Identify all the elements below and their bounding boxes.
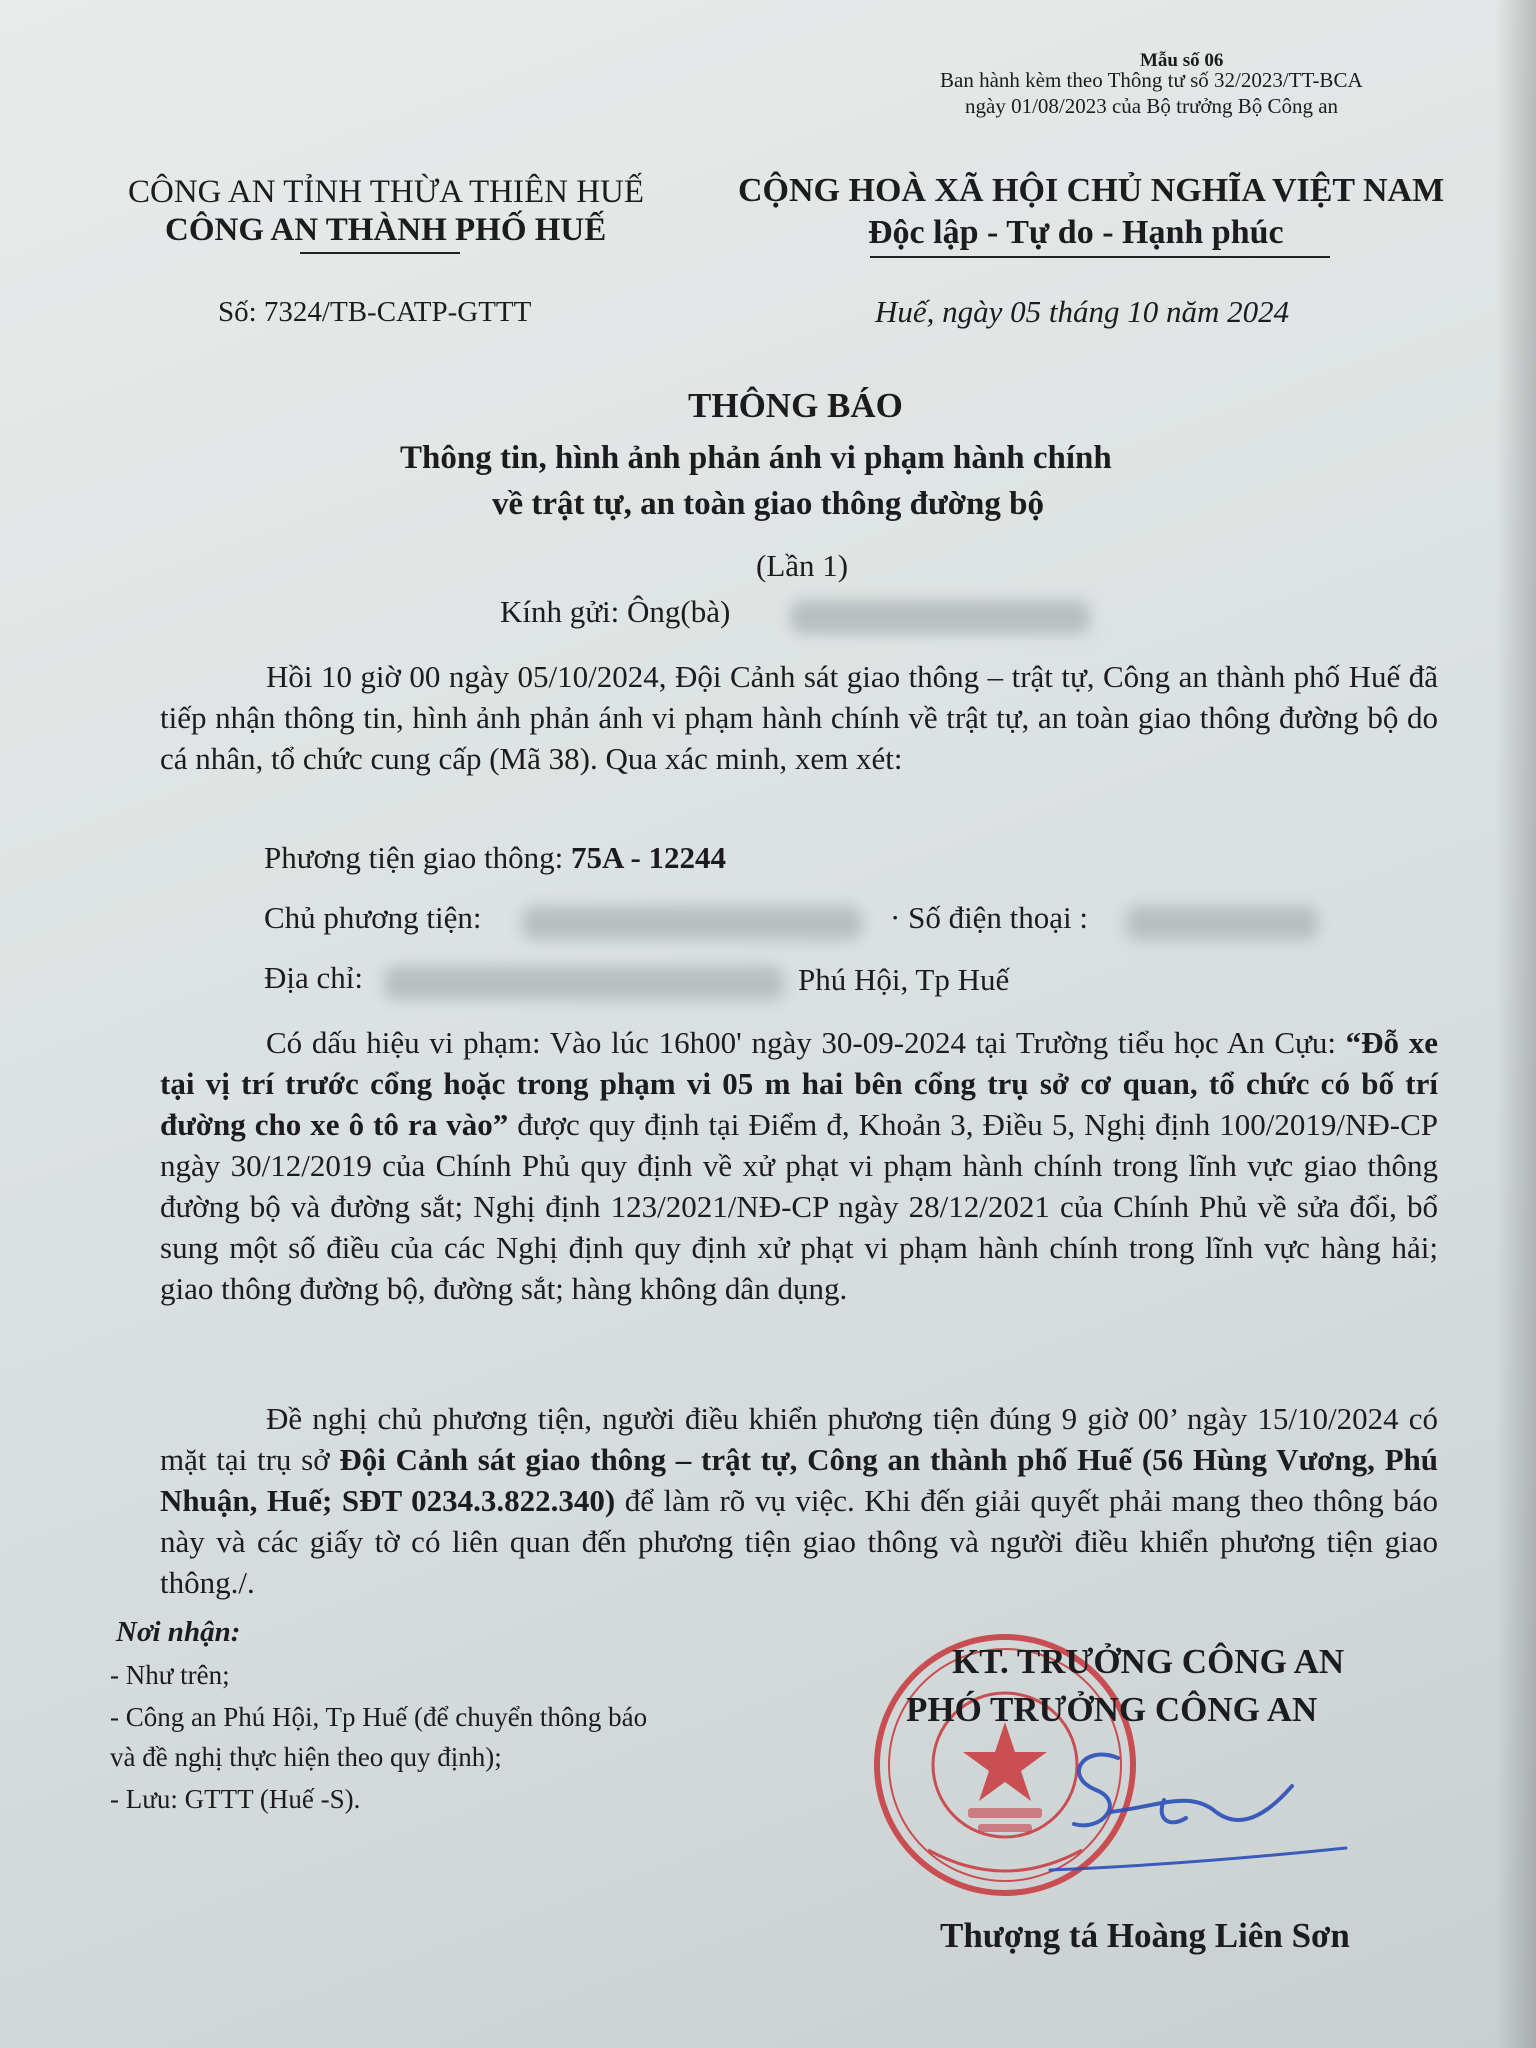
redacted-owner	[522, 906, 862, 940]
redacted-address	[384, 966, 784, 1000]
redacted-addressee	[790, 600, 1090, 634]
document-title: THÔNG BÁO	[688, 386, 903, 425]
paragraph-request	[160, 1398, 1438, 1603]
signature-title-1: KT. TRƯỞNG CÔNG AN	[952, 1642, 1345, 1681]
redacted-phone	[1126, 906, 1318, 940]
recipient-item: - Như trên;	[110, 1660, 230, 1690]
recipient-item: và đề nghị thực hiện theo quy định);	[110, 1742, 502, 1772]
form-issued-date: ngày 01/08/2023 của Bộ trưởng Bộ Công an	[965, 94, 1339, 118]
violation-quote: “Đỗ xe tại vị trí trước cổng hoặc trong phạm vi 05 m hai bên cổng trụ sở cơ quan, tổ chức có bố trí đường cho xe ô tô ra vào”	[160, 1025, 1438, 1142]
agency-name: CÔNG AN THÀNH PHỐ HUẾ	[165, 212, 607, 248]
vehicle-plate: 75A - 12244	[571, 840, 727, 875]
phone-label: · Số điện thoại :	[890, 900, 1089, 935]
document-subtitle-1: Thông tin, hình ảnh phản ánh vi phạm hành chính	[400, 440, 1112, 476]
vehicle-label: Phương tiện giao thông:	[264, 840, 572, 875]
address-ward: Phú Hội, Tp Huế	[798, 962, 1010, 997]
handwritten-signature-icon	[1040, 1720, 1360, 1880]
signature-title-2: PHÓ TRƯỞNG CÔNG AN	[906, 1690, 1318, 1729]
motto-underline	[870, 256, 1330, 258]
addressee-label: Kính gửi: Ông(bà)	[500, 594, 731, 629]
agency-parent: CÔNG AN TỈNH THỪA THIÊN HUẾ	[128, 174, 645, 210]
violation-intro: Có dấu hiệu vi phạm: Vào lúc 16h00' ngày 30-09-2024 tại Trường tiểu học An Cựu:	[266, 1025, 1346, 1060]
attempt-number: (Lần 1)	[756, 548, 849, 583]
request-part-2: để làm rõ vụ việc. Khi đến giải quyết phải mang theo thông báo này và các giấy tờ có liên quan đến phương tiện giao thông và người điều khiển phương tiện giao thông./.	[160, 1483, 1438, 1600]
signer-name: Thượng tá Hoàng Liên Sơn	[940, 1916, 1350, 1955]
paragraph-intro: Hồi 10 giờ 00 ngày 05/10/2024, Đội Cảnh sát giao thông – trật tự, Công an thành phố Huế đã tiếp nhận thông tin, hình ảnh phản ánh vi phạm hành chính về trật tự, an toàn giao thông đường bộ do cá nhân, tổ chức cung cấp (Mã 38). Qua xác minh, xem xét:	[160, 659, 1438, 776]
request-part-1: Đề nghị chủ phương tiện, người điều khiển phương tiện đúng 9 giờ 00’ ngày 15/10/2024 có mặt tại trụ sở	[160, 1401, 1438, 1477]
recipient-item: - Lưu: GTTT (Huế -S).	[110, 1784, 361, 1814]
violation-legal: được quy định tại Điểm đ, Khoản 3, Điều 5, Nghị định 100/2019/NĐ-CP ngày 30/12/2019 của Chính Phủ quy định về xử phạt vi phạm hành chính trong lĩnh vực giao thông đường bộ và đường sắt; Nghị định 123/2021/NĐ-CP ngày 28/12/2021 của Chính Phủ về sửa đổi, bổ sung một số điều của các Nghị định quy định xử phạt vi phạm hành chính trong lĩnh vực hàng hải; giao thông đường bộ, đường sắt; hàng không dân dụng.	[160, 1107, 1439, 1306]
document-subtitle-2: về trật tự, an toàn giao thông đường bộ	[492, 486, 1045, 522]
form-issued-with: Ban hành kèm theo Thông tư số 32/2023/TT-BCA	[940, 68, 1363, 92]
agency-underline	[300, 252, 460, 254]
field-vehicle	[264, 840, 726, 876]
document-number: Số: 7324/TB-CATP-GTTT	[218, 296, 532, 328]
request-office: Đội Cảnh sát giao thông – trật tự, Công an thành phố Huế (56 Hùng Vương, Phú Nhuận, Huế; SĐT 0234.3.822.340)	[160, 1442, 1438, 1518]
address-label: Địa chỉ:	[264, 960, 363, 995]
nation-motto: Độc lập - Tự do - Hạnh phúc	[868, 214, 1284, 251]
place-date: Huế, ngày 05 tháng 10 năm 2024	[875, 294, 1290, 329]
recipient-item: - Công an Phú Hội, Tp Huế (để chuyển thông báo	[110, 1702, 648, 1732]
recipients-title: Nơi nhận:	[116, 1616, 241, 1648]
nation-name: CỘNG HOÀ XÃ HỘI CHỦ NGHĨA VIỆT NAM	[738, 172, 1445, 209]
owner-label: Chủ phương tiện:	[264, 900, 482, 935]
form-number: Mẫu số 06	[1140, 50, 1224, 71]
paragraph-violation	[160, 1022, 1438, 1309]
page-edge-shadow	[1496, 0, 1536, 2048]
